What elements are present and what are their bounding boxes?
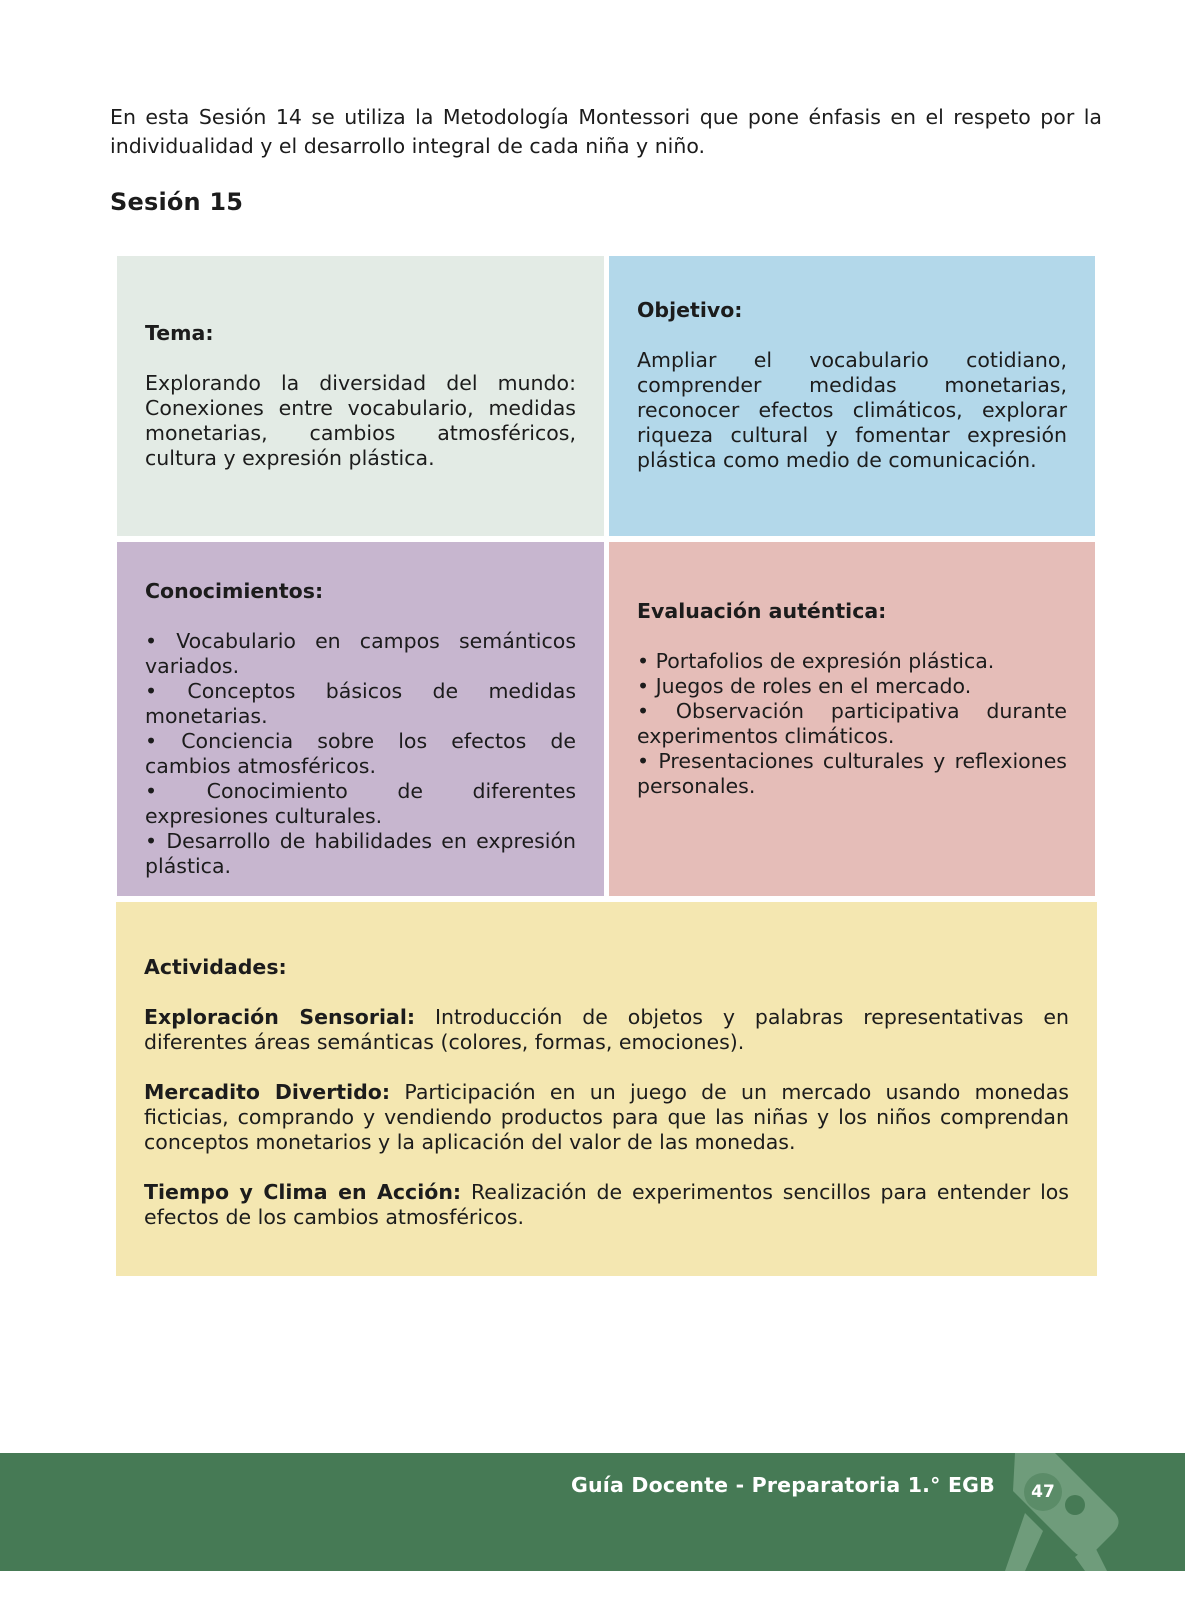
- conocimientos-item: • Conciencia sobre los efectos de cambios atmosféricos.: [145, 729, 576, 779]
- evaluacion-item: • Presentaciones culturales y reflexiones personales.: [637, 749, 1067, 799]
- footer-band: [0, 1453, 1185, 1571]
- tema-heading: Tema:: [145, 321, 214, 345]
- objetivo-heading: Objetivo:: [637, 297, 743, 322]
- objetivo-text: Ampliar el vocabulario cotidiano, comprender medidas monetarias, reconocer efectos climáticos, explorar riqueza cultural y fomentar expresión plástica como medio de comunicación.: [637, 347, 1067, 472]
- evaluacion-item: • Portafolios de expresión plástica.: [637, 649, 1067, 674]
- tema-text: Explorando la diversidad del mundo: Conexiones entre vocabulario, medidas monetarias, cambios atmosféricos, cultura y expresión plástica.: [145, 371, 576, 470]
- session-title: Sesión 15: [110, 188, 244, 216]
- evaluacion-item: • Observación participativa durante experimentos climáticos.: [637, 699, 1067, 749]
- intro-line-2: individualidad y el desarrollo integral de cada niña y niño.: [110, 134, 706, 158]
- intro-line-1: En esta Sesión 14 se utiliza la Metodología Montessori que pone énfasis en el respeto por la: [110, 105, 1102, 129]
- actividad-item: [144, 1180, 1069, 1230]
- conocimientos-item: • Conceptos básicos de medidas monetarias.: [145, 679, 576, 729]
- evaluacion-item: • Juegos de roles en el mercado.: [637, 674, 1067, 699]
- actividad-title: Mercadito Divertido:: [144, 1079, 391, 1104]
- evaluacion-list: [637, 649, 1067, 799]
- actividades-box: [116, 902, 1097, 1276]
- intro-paragraph: [110, 103, 1102, 161]
- evaluacion-box: [609, 542, 1095, 896]
- actividades-heading: Actividades:: [144, 954, 287, 979]
- actividad-text: Participación en un juego de un mercado usando monedas ficticias, comprando y vendiendo productos para que las niñas y los niños comprendan conceptos monetarios y la aplicación del valor de las monedas.: [144, 1079, 1069, 1154]
- conocimientos-box: [117, 542, 604, 896]
- actividad-item: [144, 1080, 1069, 1155]
- actividad-item: [144, 1005, 1069, 1055]
- conocimientos-heading: Conocimientos:: [145, 579, 324, 603]
- page-number: 47: [1024, 1473, 1062, 1511]
- evaluacion-heading: Evaluación auténtica:: [637, 599, 887, 623]
- actividad-title: Exploración Sensorial:: [144, 1004, 416, 1029]
- conocimientos-list: [145, 629, 576, 879]
- tema-box: [117, 256, 604, 536]
- actividad-text: Introducción de objetos y palabras representativas en diferentes áreas semánticas (colores, formas, emociones).: [144, 1004, 1069, 1054]
- conocimientos-item: • Vocabulario en campos semánticos variados.: [145, 629, 576, 679]
- footer-text: Guía Docente - Preparatoria 1.° EGB: [570, 1473, 995, 1497]
- actividad-text: Realización de experimentos sencillos para entender los efectos de los cambios atmosféricos.: [144, 1179, 1069, 1229]
- objetivo-box: [609, 256, 1095, 536]
- actividad-title: Tiempo y Clima en Acción:: [144, 1179, 462, 1204]
- conocimientos-item: • Conocimiento de diferentes expresiones culturales.: [145, 779, 576, 829]
- rocket-icon: [995, 1453, 1135, 1571]
- conocimientos-item: • Desarrollo de habilidades en expresión plástica.: [145, 829, 576, 879]
